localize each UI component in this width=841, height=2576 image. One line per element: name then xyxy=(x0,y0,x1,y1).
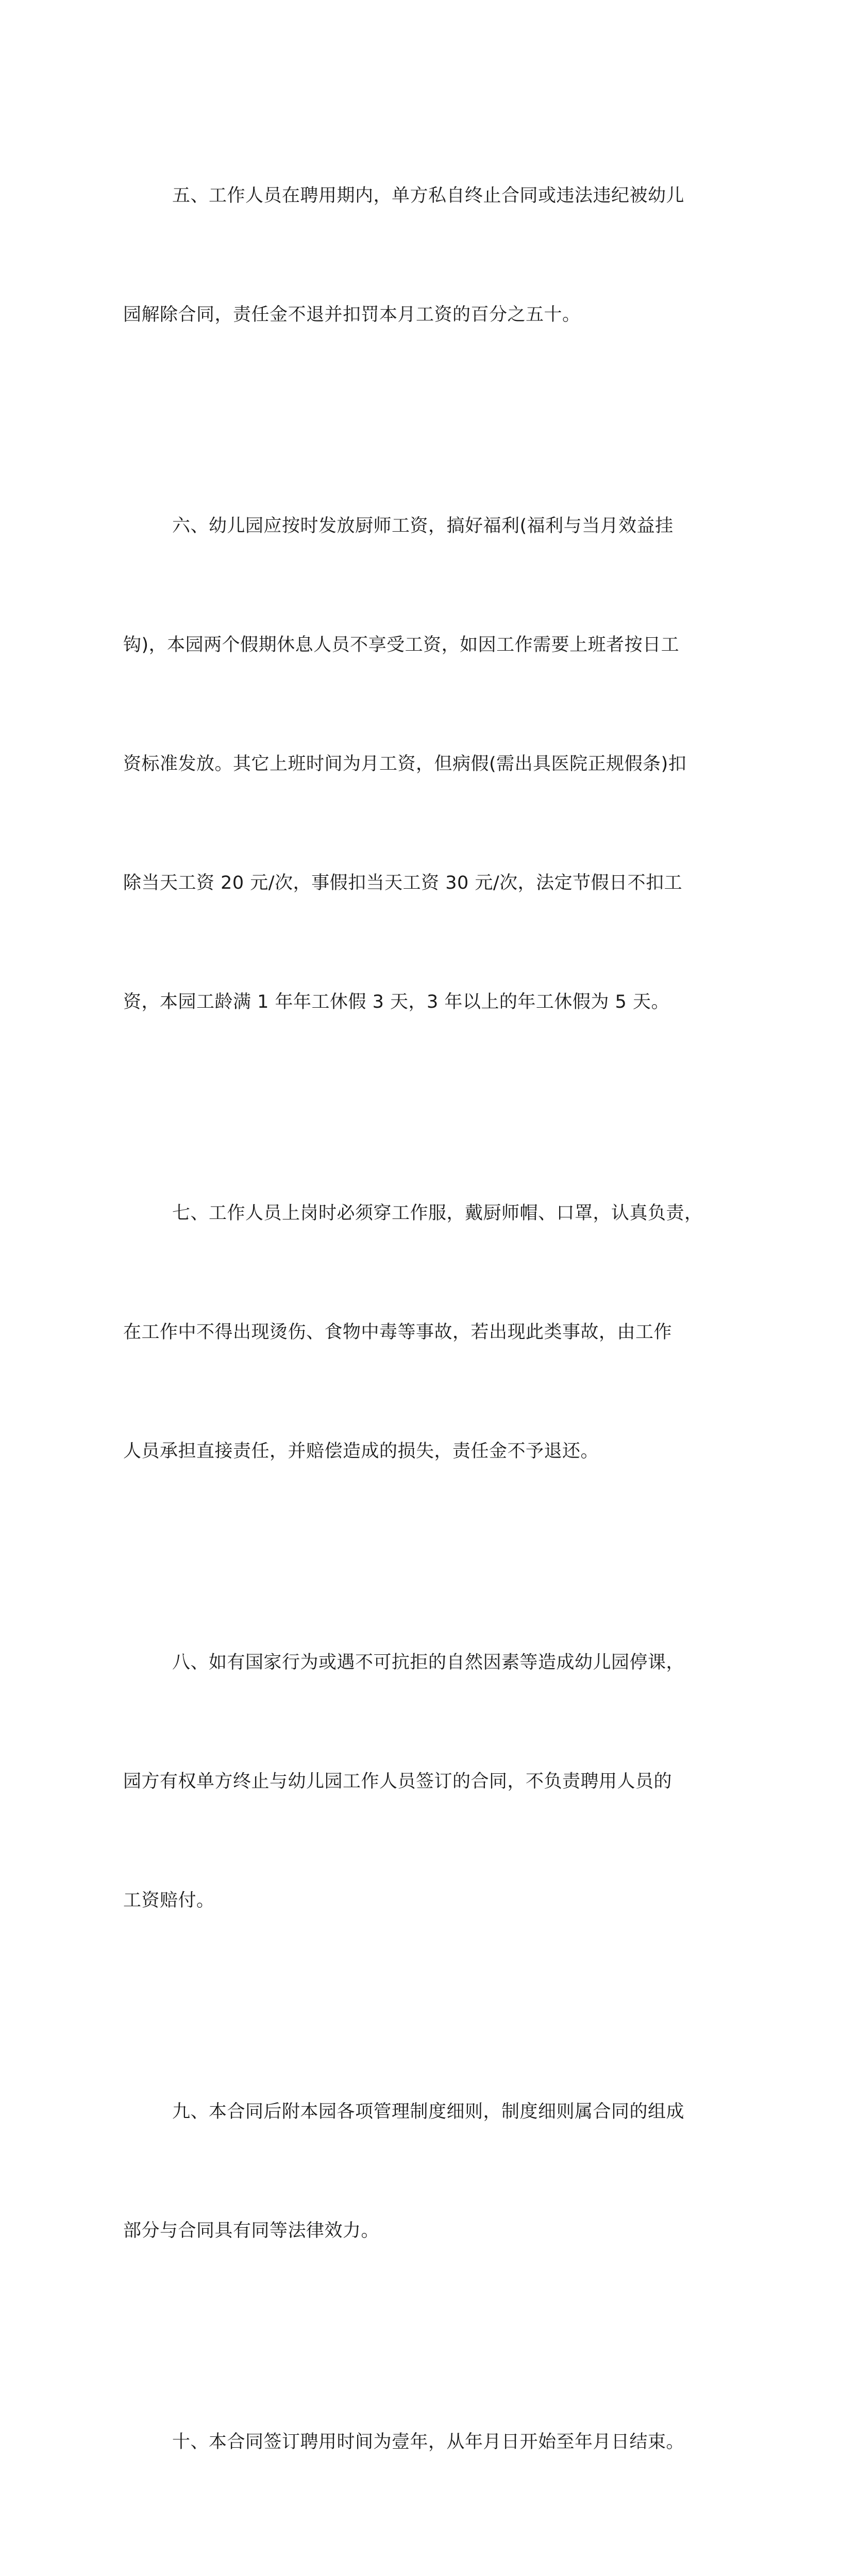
clause-6 xyxy=(123,427,726,1101)
clause-line: 资标准发放。其它上班时间为月工资，但病假(需出具医院正规假条)扣 xyxy=(123,754,687,774)
clause-line: 九、本合同后附本园各项管理制度细则，制度细则属合同的组成 xyxy=(172,2102,685,2122)
clause-11 xyxy=(123,2554,726,2576)
document-body xyxy=(123,97,726,2576)
clause-line: 六、幼儿园应按时发放厨师工资，搞好福利(福利与当月效益挂 xyxy=(172,516,674,536)
clause-8 xyxy=(123,1564,726,2000)
clause-line: 八、如有国家行为或遇不可抗拒的自然因素等造成幼儿园停课， xyxy=(172,1652,685,1673)
clause-10 xyxy=(123,2343,726,2541)
clause-line: 钩)，本园两个假期休息人员不享受工资，如因工作需要上班者按日工 xyxy=(123,635,680,655)
clause-5 xyxy=(123,97,726,414)
clause-line: 十、本合同签订聘用时间为壹年，从年月日开始至年月日结束。 xyxy=(172,2432,685,2452)
clause-line: 五、工作人员在聘用期内，单方私自终止合同或违法违纪被幼儿 xyxy=(172,185,685,206)
clause-line: 园解除合同，责任金不退并扣罚本月工资的百分之五十。 xyxy=(123,304,581,325)
clause-line: 人员承担直接责任，并赔偿造成的损失，责任金不予退还。 xyxy=(123,1441,599,1462)
clause-line: 资，本园工龄满 1 年年工休假 3 天，3 年以上的年工休假为 5 天。 xyxy=(123,992,669,1012)
clause-line: 除当天工资 20 元/次，事假扣当天工资 30 元/次，法定节假日不扣工 xyxy=(123,873,683,893)
clause-line: 七、工作人员上岗时必须穿工作服，戴厨师帽、口罩，认真负责， xyxy=(172,1203,703,1224)
clause-line: 园方有权单方终止与幼儿园工作人员签订的合同，不负责聘用人员的 xyxy=(123,1771,672,1792)
clause-9 xyxy=(123,2013,726,2330)
clause-line: 工资赔付。 xyxy=(123,1890,215,1911)
clause-line: 在工作中不得出现烫伤、食物中毒等事故，若出现此类事故，由工作 xyxy=(123,1322,672,1343)
clause-line: 部分与合同具有同等法律效力。 xyxy=(123,2221,380,2241)
clause-7 xyxy=(123,1114,726,1551)
